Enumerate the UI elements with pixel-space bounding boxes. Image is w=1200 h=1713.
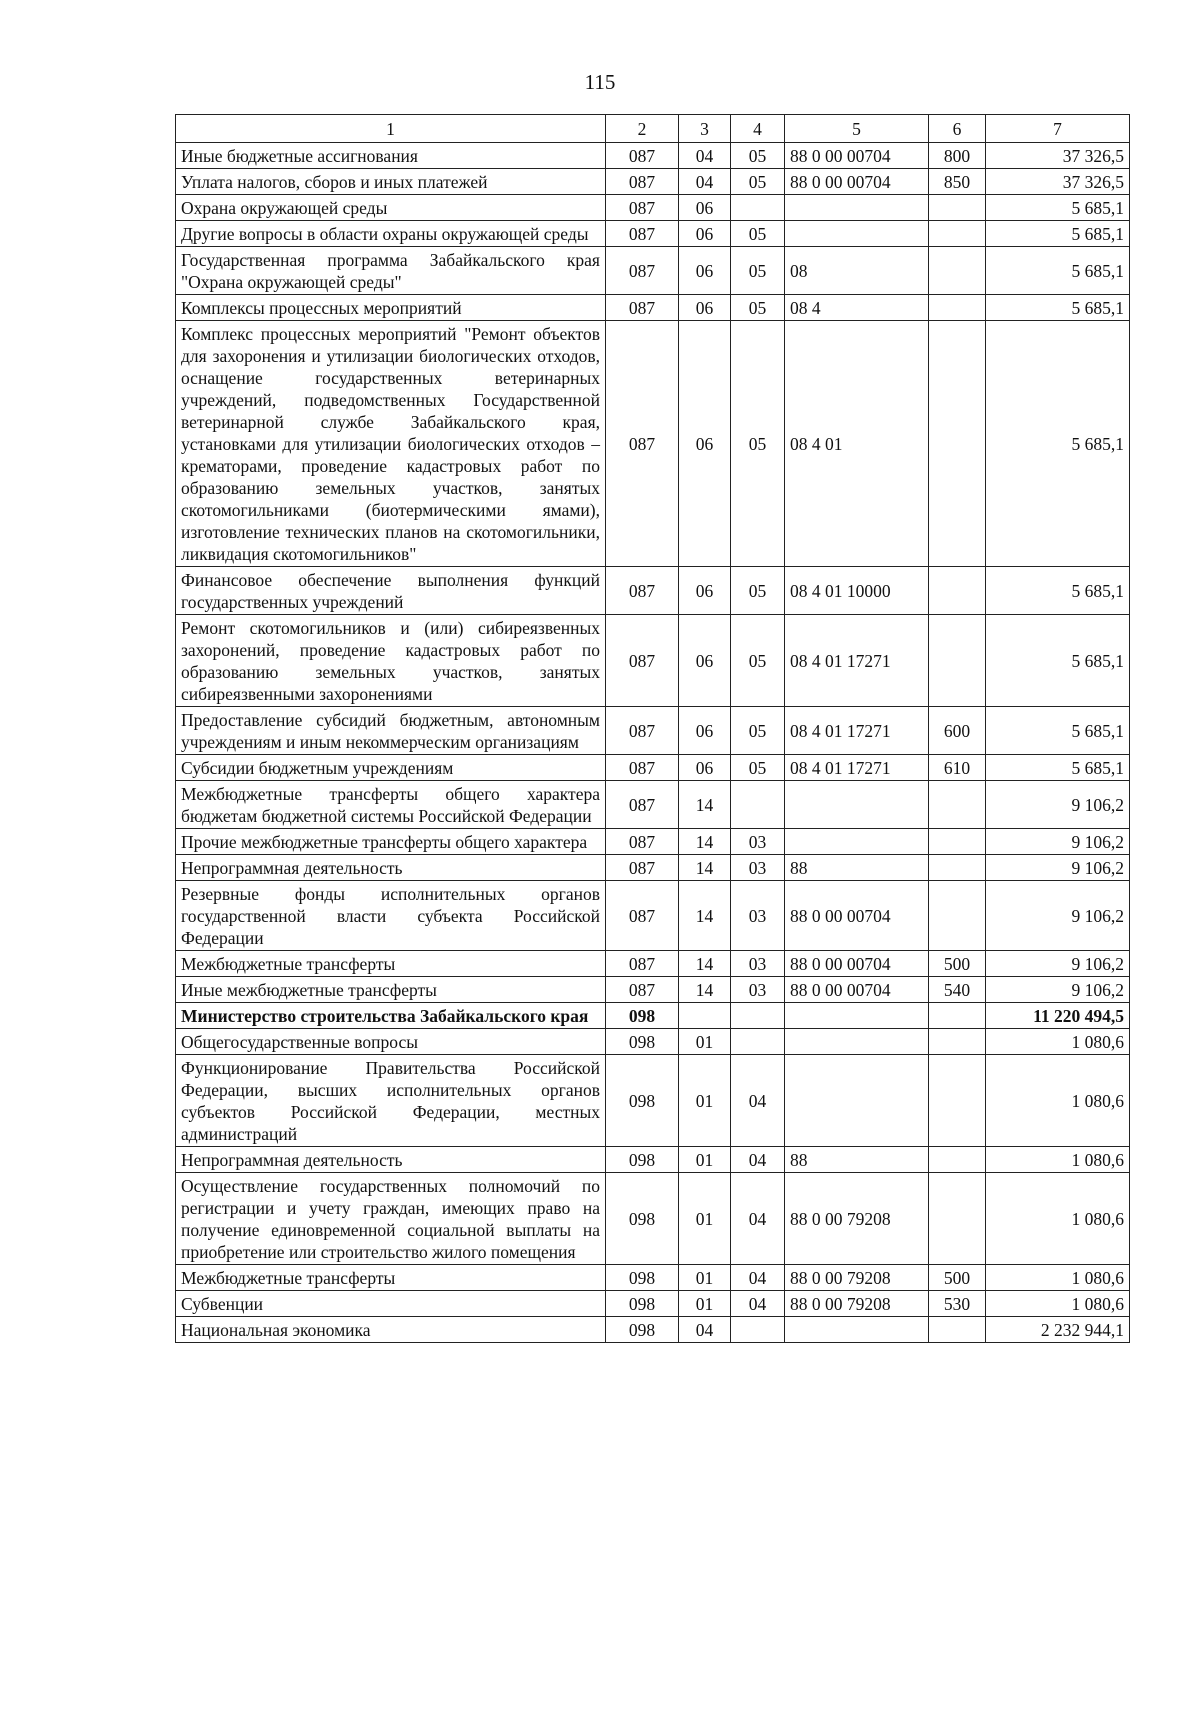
cell-section: 06: [679, 567, 731, 615]
table-row: [176, 221, 1130, 247]
cell-expense-type: [929, 1317, 986, 1343]
cell-amount: 1 080,6: [986, 1265, 1130, 1291]
cell-name: Ремонт скотомогильников и (или) сибиреязвенных захоронений, проведение кадастровых работ по образованию земельных участков, занятых сибиреязвенными захоронениями: [176, 615, 606, 707]
cell-expense-type: 530: [929, 1291, 986, 1317]
cell-section: 01: [679, 1147, 731, 1173]
table-row: [176, 1003, 1130, 1029]
table-row: [176, 829, 1130, 855]
cell-expense-type: 800: [929, 143, 986, 169]
cell-target-article: 88 0 00 00704: [785, 143, 929, 169]
cell-ministry-code: 098: [606, 1291, 679, 1317]
cell-amount: 5 685,1: [986, 195, 1130, 221]
cell-name: Комплекс процессных мероприятий "Ремонт объектов для захоронения и утилизации биологических отходов, оснащение государственных ветеринарных учреждений, подведомственных Государственной ветеринарной службе Забайкальского края, установками для утилизации биологических отходов – крематорами, проведение кадастровых работ по образованию земельных участков, занятых скотомогильниками (биотермическими ямами), изготовление технических планов на скотомогильники, ликвидация скотомогильников": [176, 321, 606, 567]
table-row: [176, 567, 1130, 615]
cell-ministry-code: 098: [606, 1173, 679, 1265]
cell-section: 06: [679, 195, 731, 221]
cell-name: Субсидии бюджетным учреждениям: [176, 755, 606, 781]
cell-section: 14: [679, 855, 731, 881]
cell-name: Функционирование Правительства Российской Федерации, высших исполнительных органов субъектов Российской Федерации, местных администраций: [176, 1055, 606, 1147]
cell-ministry-code: 098: [606, 1055, 679, 1147]
header-col-7: 7: [986, 115, 1130, 143]
cell-subsection: 05: [731, 247, 785, 295]
cell-subsection: 04: [731, 1265, 785, 1291]
cell-subsection: 05: [731, 295, 785, 321]
cell-expense-type: [929, 1055, 986, 1147]
cell-subsection: 05: [731, 169, 785, 195]
cell-name: Межбюджетные трансферты: [176, 951, 606, 977]
cell-section: 06: [679, 221, 731, 247]
cell-amount: 1 080,6: [986, 1173, 1130, 1265]
cell-expense-type: [929, 321, 986, 567]
cell-name: Резервные фонды исполнительных органов государственной власти субъекта Российской Федерации: [176, 881, 606, 951]
cell-subsection: 05: [731, 321, 785, 567]
cell-name: Охрана окружающей среды: [176, 195, 606, 221]
cell-subsection: [731, 1029, 785, 1055]
cell-amount: 9 106,2: [986, 881, 1130, 951]
cell-name: Межбюджетные трансферты: [176, 1265, 606, 1291]
cell-amount: 1 080,6: [986, 1291, 1130, 1317]
table-row: [176, 247, 1130, 295]
cell-target-article: [785, 1317, 929, 1343]
table-row: [176, 1055, 1130, 1147]
cell-subsection: 03: [731, 855, 785, 881]
cell-section: 14: [679, 881, 731, 951]
cell-section: 01: [679, 1265, 731, 1291]
cell-subsection: [731, 195, 785, 221]
cell-expense-type: [929, 829, 986, 855]
cell-target-article: 08 4 01 17271: [785, 755, 929, 781]
table-header: [176, 115, 1130, 143]
cell-section: 14: [679, 977, 731, 1003]
table-row: [176, 1029, 1130, 1055]
cell-expense-type: [929, 615, 986, 707]
cell-expense-type: 500: [929, 951, 986, 977]
cell-name: Другие вопросы в области охраны окружающей среды: [176, 221, 606, 247]
cell-section: 04: [679, 1317, 731, 1343]
cell-target-article: 88 0 00 79208: [785, 1173, 929, 1265]
cell-amount: 9 106,2: [986, 781, 1130, 829]
table-body: [176, 143, 1130, 1343]
cell-expense-type: [929, 781, 986, 829]
cell-ministry-code: 087: [606, 781, 679, 829]
header-col-5: 5: [785, 115, 929, 143]
cell-target-article: [785, 1029, 929, 1055]
cell-target-article: 88 0 00 00704: [785, 169, 929, 195]
table-row: [176, 615, 1130, 707]
cell-amount: 2 232 944,1: [986, 1317, 1130, 1343]
cell-target-article: 08 4: [785, 295, 929, 321]
cell-ministry-code: 087: [606, 247, 679, 295]
cell-name: Осуществление государственных полномочий по регистрации и учету граждан, имеющих право на получение единовременной социальной выплаты на приобретение или строительство жилого помещения: [176, 1173, 606, 1265]
cell-amount: 11 220 494,5: [986, 1003, 1130, 1029]
cell-ministry-code: 087: [606, 295, 679, 321]
cell-target-article: [785, 221, 929, 247]
cell-ministry-code: 087: [606, 855, 679, 881]
cell-subsection: 04: [731, 1173, 785, 1265]
cell-amount: 9 106,2: [986, 977, 1130, 1003]
cell-expense-type: [929, 1003, 986, 1029]
cell-ministry-code: 087: [606, 615, 679, 707]
cell-subsection: 05: [731, 221, 785, 247]
header-col-6: 6: [929, 115, 986, 143]
cell-name: Непрограммная деятельность: [176, 855, 606, 881]
cell-subsection: 04: [731, 1147, 785, 1173]
cell-amount: 5 685,1: [986, 221, 1130, 247]
cell-amount: 5 685,1: [986, 567, 1130, 615]
cell-expense-type: [929, 881, 986, 951]
cell-name: Межбюджетные трансферты общего характера бюджетам бюджетной системы Российской Федерации: [176, 781, 606, 829]
cell-section: 01: [679, 1173, 731, 1265]
cell-amount: 1 080,6: [986, 1029, 1130, 1055]
cell-name: Общегосударственные вопросы: [176, 1029, 606, 1055]
cell-amount: 5 685,1: [986, 755, 1130, 781]
cell-target-article: 88: [785, 1147, 929, 1173]
cell-amount: 9 106,2: [986, 951, 1130, 977]
cell-subsection: [731, 781, 785, 829]
table-row: [176, 1147, 1130, 1173]
cell-expense-type: 600: [929, 707, 986, 755]
cell-subsection: 03: [731, 977, 785, 1003]
cell-amount: 5 685,1: [986, 321, 1130, 567]
cell-subsection: 05: [731, 755, 785, 781]
cell-section: 06: [679, 321, 731, 567]
budget-table: [175, 114, 1130, 1343]
cell-expense-type: 540: [929, 977, 986, 1003]
cell-target-article: [785, 1003, 929, 1029]
cell-subsection: 05: [731, 143, 785, 169]
table-row: [176, 855, 1130, 881]
cell-subsection: 04: [731, 1055, 785, 1147]
cell-section: 01: [679, 1029, 731, 1055]
table-row: [176, 977, 1130, 1003]
cell-subsection: 05: [731, 567, 785, 615]
cell-ministry-code: 087: [606, 567, 679, 615]
cell-target-article: 88 0 00 79208: [785, 1291, 929, 1317]
table-row: [176, 1173, 1130, 1265]
table-row: [176, 781, 1130, 829]
cell-name: Непрограммная деятельность: [176, 1147, 606, 1173]
table-row: [176, 321, 1130, 567]
cell-subsection: 03: [731, 829, 785, 855]
cell-section: 06: [679, 615, 731, 707]
table-row: [176, 295, 1130, 321]
cell-target-article: 88 0 00 00704: [785, 951, 929, 977]
cell-ministry-code: 098: [606, 1147, 679, 1173]
header-col-2: 2: [606, 115, 679, 143]
cell-section: 06: [679, 755, 731, 781]
table-row: [176, 195, 1130, 221]
cell-ministry-code: 098: [606, 1317, 679, 1343]
cell-name: Финансовое обеспечение выполнения функций государственных учреждений: [176, 567, 606, 615]
cell-name: Предоставление субсидий бюджетным, автономным учреждениям и иным некоммерческим организациям: [176, 707, 606, 755]
cell-expense-type: [929, 195, 986, 221]
cell-target-article: [785, 195, 929, 221]
cell-target-article: 08: [785, 247, 929, 295]
cell-name: Министерство строительства Забайкальского края: [176, 1003, 606, 1029]
cell-ministry-code: 087: [606, 321, 679, 567]
cell-ministry-code: 087: [606, 977, 679, 1003]
cell-name: Прочие межбюджетные трансферты общего характера: [176, 829, 606, 855]
header-row: [176, 115, 1130, 143]
cell-target-article: 88 0 00 00704: [785, 977, 929, 1003]
cell-expense-type: [929, 1147, 986, 1173]
cell-name: Иные межбюджетные трансферты: [176, 977, 606, 1003]
cell-ministry-code: 098: [606, 1003, 679, 1029]
cell-ministry-code: 087: [606, 143, 679, 169]
cell-name: Иные бюджетные ассигнования: [176, 143, 606, 169]
cell-target-article: 08 4 01 17271: [785, 615, 929, 707]
cell-section: 06: [679, 707, 731, 755]
cell-subsection: 03: [731, 881, 785, 951]
table-row: [176, 881, 1130, 951]
cell-expense-type: [929, 221, 986, 247]
cell-ministry-code: 087: [606, 221, 679, 247]
table-row: [176, 707, 1130, 755]
cell-ministry-code: 087: [606, 707, 679, 755]
cell-amount: 9 106,2: [986, 855, 1130, 881]
cell-expense-type: [929, 567, 986, 615]
cell-section: [679, 1003, 731, 1029]
cell-amount: 1 080,6: [986, 1147, 1130, 1173]
cell-subsection: 04: [731, 1291, 785, 1317]
cell-target-article: [785, 781, 929, 829]
table-row: [176, 1317, 1130, 1343]
cell-subsection: 05: [731, 707, 785, 755]
cell-amount: 37 326,5: [986, 169, 1130, 195]
cell-target-article: 08 4 01: [785, 321, 929, 567]
cell-name: Комплексы процессных мероприятий: [176, 295, 606, 321]
cell-amount: 37 326,5: [986, 143, 1130, 169]
cell-name: Национальная экономика: [176, 1317, 606, 1343]
cell-section: 04: [679, 143, 731, 169]
page-number: 115: [584, 70, 616, 94]
cell-name: Государственная программа Забайкальского края "Охрана окружающей среды": [176, 247, 606, 295]
table-row: [176, 755, 1130, 781]
cell-ministry-code: 087: [606, 951, 679, 977]
cell-section: 06: [679, 247, 731, 295]
header-col-1: 1: [176, 115, 606, 143]
cell-target-article: 88: [785, 855, 929, 881]
cell-name: Уплата налогов, сборов и иных платежей: [176, 169, 606, 195]
cell-expense-type: 500: [929, 1265, 986, 1291]
cell-section: 14: [679, 781, 731, 829]
cell-section: 04: [679, 169, 731, 195]
cell-subsection: [731, 1317, 785, 1343]
cell-target-article: 88 0 00 00704: [785, 881, 929, 951]
cell-expense-type: [929, 295, 986, 321]
cell-subsection: [731, 1003, 785, 1029]
cell-subsection: 05: [731, 615, 785, 707]
cell-ministry-code: 087: [606, 195, 679, 221]
cell-amount: 9 106,2: [986, 829, 1130, 855]
cell-target-article: [785, 829, 929, 855]
cell-target-article: [785, 1055, 929, 1147]
cell-section: 14: [679, 951, 731, 977]
cell-amount: 5 685,1: [986, 615, 1130, 707]
table-row: [176, 169, 1130, 195]
cell-ministry-code: 087: [606, 829, 679, 855]
table-row: [176, 1265, 1130, 1291]
table-row: [176, 1291, 1130, 1317]
cell-amount: 5 685,1: [986, 247, 1130, 295]
cell-target-article: 08 4 01 17271: [785, 707, 929, 755]
cell-target-article: 88 0 00 79208: [785, 1265, 929, 1291]
cell-ministry-code: 098: [606, 1029, 679, 1055]
cell-target-article: 08 4 01 10000: [785, 567, 929, 615]
cell-name: Субвенции: [176, 1291, 606, 1317]
cell-ministry-code: 087: [606, 881, 679, 951]
table-row: [176, 951, 1130, 977]
cell-ministry-code: 087: [606, 755, 679, 781]
cell-section: 06: [679, 295, 731, 321]
cell-expense-type: [929, 1029, 986, 1055]
cell-expense-type: [929, 247, 986, 295]
cell-amount: 1 080,6: [986, 1055, 1130, 1147]
table-row: [176, 143, 1130, 169]
cell-section: 01: [679, 1291, 731, 1317]
header-col-4: 4: [731, 115, 785, 143]
cell-section: 01: [679, 1055, 731, 1147]
cell-section: 14: [679, 829, 731, 855]
header-col-3: 3: [679, 115, 731, 143]
cell-ministry-code: 098: [606, 1265, 679, 1291]
cell-expense-type: [929, 1173, 986, 1265]
cell-ministry-code: 087: [606, 169, 679, 195]
cell-expense-type: 610: [929, 755, 986, 781]
cell-amount: 5 685,1: [986, 707, 1130, 755]
cell-expense-type: 850: [929, 169, 986, 195]
cell-subsection: 03: [731, 951, 785, 977]
cell-expense-type: [929, 855, 986, 881]
cell-amount: 5 685,1: [986, 295, 1130, 321]
